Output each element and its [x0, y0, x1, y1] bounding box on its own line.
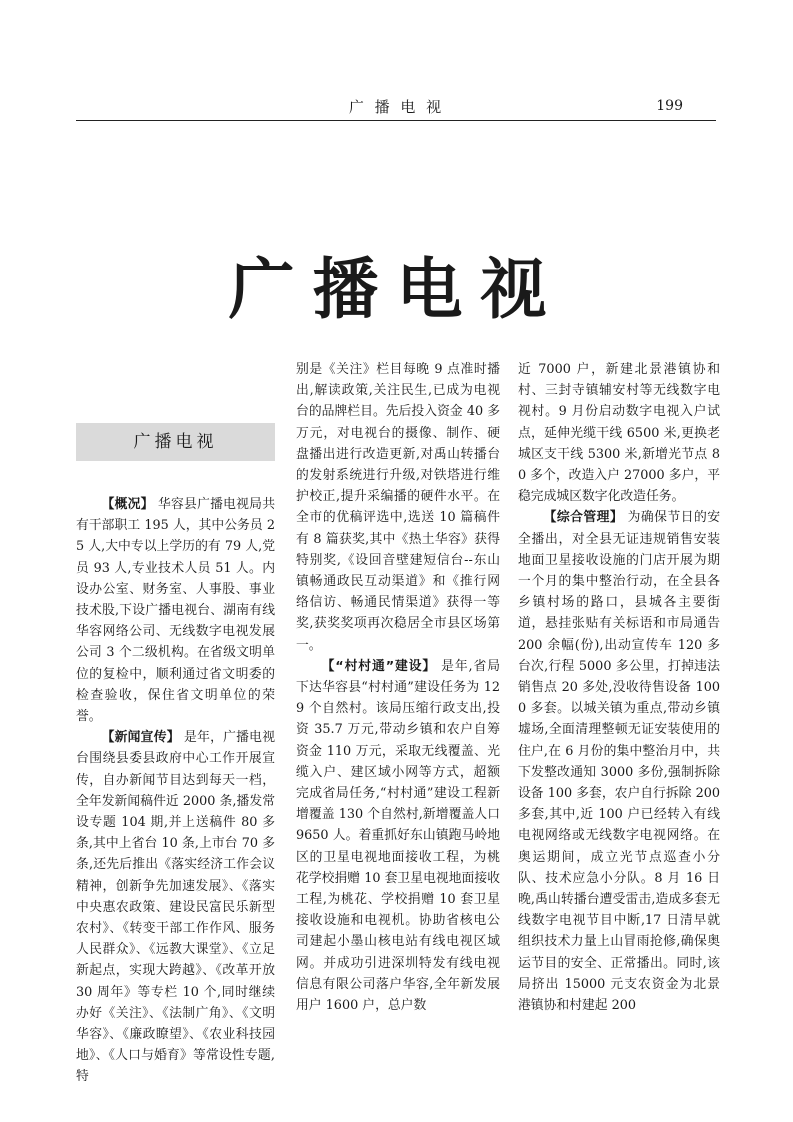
text-column-3 [518, 359, 720, 1016]
page-number: 199 [656, 98, 683, 114]
paragraph-news [76, 727, 275, 1087]
paragraph-text: 是年,省局下达华容县“村村通”建设任务为 129 个自然村。该局压缩行政支出,投资 35.7 万元,带动乡镇和农户自筹资金 110 万元，采取无线覆盖、光缆入户、建区域小网等方式，超额完成省局任务,“村村通”建设工程新增覆盖 130 个自然村,新增覆盖人口 9650 人。着重抓好东山镇跑马岭地区的卫星电视地面接收工程，为桃花学校捐赠 10 套卫星电视地面接收工程,为桃花、学校捐赠 10 套卫星接收设施和电视机。协助省核电公司建起小墨山核电站有线电视区域网。并成功引进深圳特发有线电视信息有限公司落户华容,全年新发展用户 1600 户，总户数 [296, 658, 500, 1014]
paragraph-text: 是年，广播电视台围绕县委县政府中心工作开展宣传，自办新闻节目达到每天一档，全年发新闻稿件近 2000 条,播发常设专题 104 期,并上送稿件 80 多条,其中上省台 10 条,上市台 70 多条,还先后推出《落实经济工作会议精神，创新争先加速发展》、《落实中央惠农政策、建设民富民乐新型农村》、《转变干部工作作风、服务人民群众》、《远教大课堂》、《立足新起点，实现大跨越》、《改革开放 30 周年》等专栏 10 个,同时继续办好《关注》、《法制广角》、《文明华容》、《廉政瞭望》、《农业科技园地》、《人口与婚育》等常设性专题,特 [76, 730, 275, 1085]
paragraph-text: 别是《关注》栏目每晚 9 点准时播出,解读政策,关注民生,已成为电视台的品牌栏目。先后投入资金 40 多万元，对电视台的摄像、制作、硬盘播出进行改造更新,对禹山转播台的发射系统进行升级,对铁塔进行维护校正,提升采编播的硬件水平。在全市的优稿评选中,选送 10 篇稿件有 8 篇获奖,其中《热土华容》获得特别奖,《设回音壁建短信台--东山镇畅通政民互动渠道》和《推行网络信访、畅通民情渠道》获得一等奖,获奖奖项再次稳居全市县区场第一。 [296, 362, 500, 653]
running-header-title: 广 播 电 视 [348, 98, 445, 116]
text-column-2 [296, 359, 500, 1016]
section-heading-box: 广播电视 [76, 423, 275, 461]
paragraph-management [518, 507, 720, 1016]
paragraph-heading: 【“村村通”建设】 [321, 658, 437, 674]
paragraph-heading: 【概况】 [101, 497, 154, 512]
chapter-title: 广播电视 [228, 251, 565, 328]
paragraph-text: 近 7000 户，新建北景港镇协和村、三封寺镇辅安村等无线数字电视村。9 月份启动数字电视入户试点，延伸光缆干线 6500 米,更换老城区支干线 5300 米,新增光节点 80 多个，改造入户 27000 多户，平稳完成城区数字化改造任务。 [518, 362, 720, 505]
paragraph-heading: 【新闻宣传】 [101, 730, 180, 746]
paragraph-heading: 【综合管理】 [543, 510, 624, 526]
paragraph-village [296, 656, 500, 1016]
text-column-1 [76, 494, 275, 1088]
paragraph-continued [518, 359, 720, 507]
paragraph-overview [76, 494, 275, 727]
paragraph-continued [296, 359, 500, 656]
header-rule [76, 120, 716, 121]
paragraph-text: 华容县广播电视局共有干部职工 195 人，其中公务员 25 人,大中专以上学历的有 79 人,党员 93 人,专业技术人员 51 人。内设办公室、财务室、人事股、事业技术股,下设广播电视台、湖南有线华容网络公司、无线数字电视发展公司 3 个二级机构。在省级文明单位的复检中，顺利通过省文明委的检查验收，保住省文明单位的荣誉。 [76, 497, 275, 725]
paragraph-text: 为确保节日的安全播出，对全县无证违规销售安装地面卫星接收设施的门店开展为期一个月的集中整治行动，在全县各乡镇村场的路口，县城各主要街道，悬挂张贴有关标语和市局通告 200 余幅(份),出动宣传车 120 多台次,行程 5000 多公里，打掉违法销售点 20 多处,没收待售设备 1000 多套。以城关镇为重点,带动乡镇墟场,全面清理整顿无证安装使用的住户,在 6 月份的集中整治月中，共下发整改通知 3000 多份,强制拆除设备 100 多套，农户自行拆除 200 多套,其中,近 100 户已经转入有线电视网络或无线数字电视网络。在奥运期间，成立光节点巡查小分队、技术应急小分队。8 月 16 日晚,禹山转播台遭受雷击,造成多套无线数字电视节目中断,17 日清早就组织技术力量上山冒雨抢修,确保奥运节目的安全、正常播出。同时,该局挤出 15000 元支农资金为北景港镇协和村建起 200 [518, 510, 721, 1014]
